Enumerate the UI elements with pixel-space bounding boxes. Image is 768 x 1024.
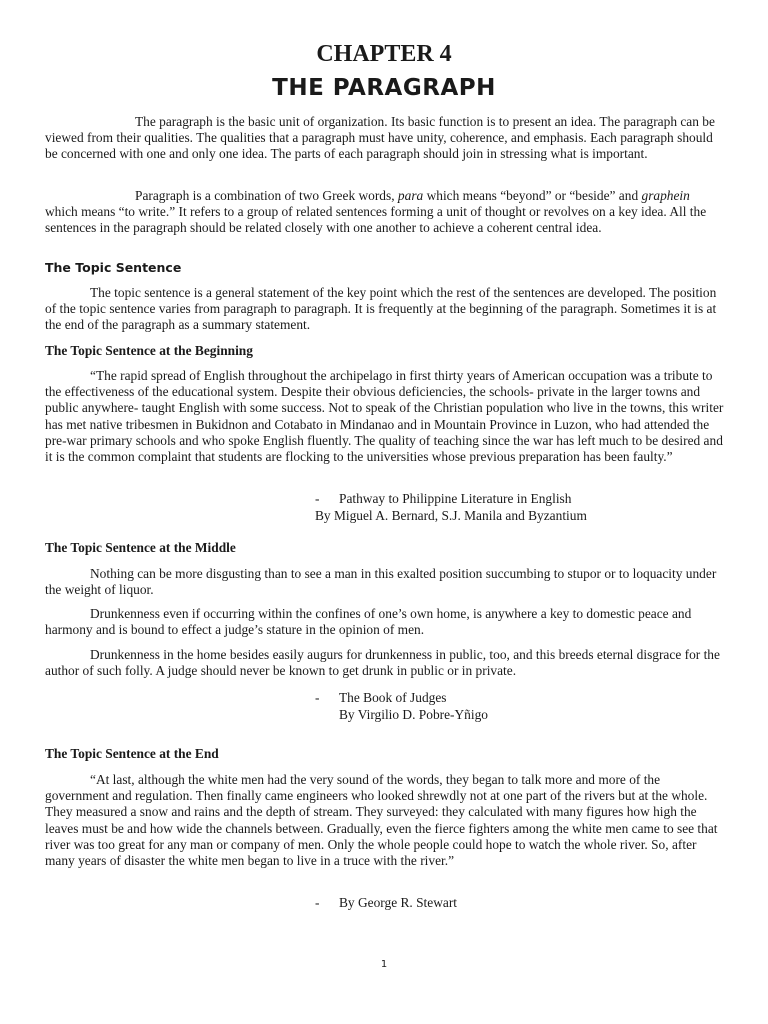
middle-source-author: By Virgilio D. Pobre-Yñigo	[339, 707, 488, 722]
intro-paragraph-2: Paragraph is a combination of two Greek words, para which means “beyond” or “beside” and graphein which means “to write.” It refers to a group of related sentences forming a unit of thought or revolves on a key idea. All the sentences in the paragraph should be related closely with one another to achieve a coherent central idea.	[45, 188, 707, 236]
end-source-author: - By George R. Stewart	[315, 895, 458, 910]
heading-topic-sentence: The Topic Sentence	[45, 260, 182, 275]
heading-middle: The Topic Sentence at the Middle	[45, 540, 236, 555]
middle-source-title: - The Book of Judges	[315, 690, 447, 705]
end-quote: “At last, although the white men had the very sound of the words, they began to talk more and more of the government and regulation. Then finally came engineers who looked shrewdly not at one part of the rivers but at the whole. They measured a snow and rains and the depth of stream. They surveyed: they calculated with many figures how high the leaves must be and how wide the channels between. Gradually, even the fierce fighters among the white men came to see that river was too great for any man or company of men. Only the whole people could hope to watch the whole river. So, after many years of disaster the white men began to live in a truce with the river.”	[45, 772, 718, 869]
middle-paragraph-3: Drunkenness in the home besides easily augurs for drunkenness in public, too, and this breeds eternal disgrace for the author of such folly. A judge should never be known to get drunk in public or in private.	[45, 647, 720, 679]
beginning-source-author: By Miguel A. Bernard, S.J. Manila and Byzantium	[315, 508, 587, 523]
topic-sentence-paragraph: The topic sentence is a general statement of the key point which the rest of the sentences are developed. The position of the topic sentence varies from paragraph to paragraph. It is frequently at the beginning of the paragraph. Sometimes it is at the end of the paragraph as a summary statement.	[45, 285, 717, 333]
intro-paragraph-1: The paragraph is the basic unit of organization. Its basic function is to present an idea. The paragraph can be viewed from their qualities. The qualities that a paragraph must have unity, coherence, and emphasis. Each paragraph should be concerned with one and only one idea. The parts of each paragraph should join in stressing what is important.	[45, 114, 715, 162]
beginning-source-title: - Pathway to Philippine Literature in English	[315, 491, 572, 506]
page-number: 1	[380, 959, 388, 970]
chapter-label: CHAPTER 4	[316, 41, 452, 67]
term-para: para	[397, 188, 424, 203]
term-graphein: graphein	[641, 188, 690, 203]
middle-paragraph-2: Drunkenness even if occurring within the confines of one’s own home, is anywhere a key to domestic peace and harmony and is bound to effect a judge’s stature in the opinion of men.	[45, 606, 692, 638]
middle-paragraph-1: Nothing can be more disgusting than to see a man in this exalted position succumbing to stupor or to loquacity under the weight of liquor.	[45, 566, 717, 598]
heading-end: The Topic Sentence at the End	[45, 746, 219, 761]
beginning-quote: “The rapid spread of English throughout the archipelago in first thirty years of American occupation was a tribute to the effectiveness of the educational system. Despite their obvious deficiencies, the schools- private in the larger towns and public anywhere- taught English with some success. Not to speak of the Christian population who live in the towns, this writer has met native tribesmen in Bukidnon and Cotabato in Mindanao and in Mountain Province in Luzon, who had attended the pre-war primary schools and who spoke English fluently. The quality of teaching since the war has left much to be desired and it is the common complaint that students are flocking to the universities whose previous preparation has been faulty.”	[45, 368, 724, 465]
page-title: THE PARAGRAPH	[272, 75, 496, 101]
heading-beginning: The Topic Sentence at the Beginning	[45, 343, 253, 358]
